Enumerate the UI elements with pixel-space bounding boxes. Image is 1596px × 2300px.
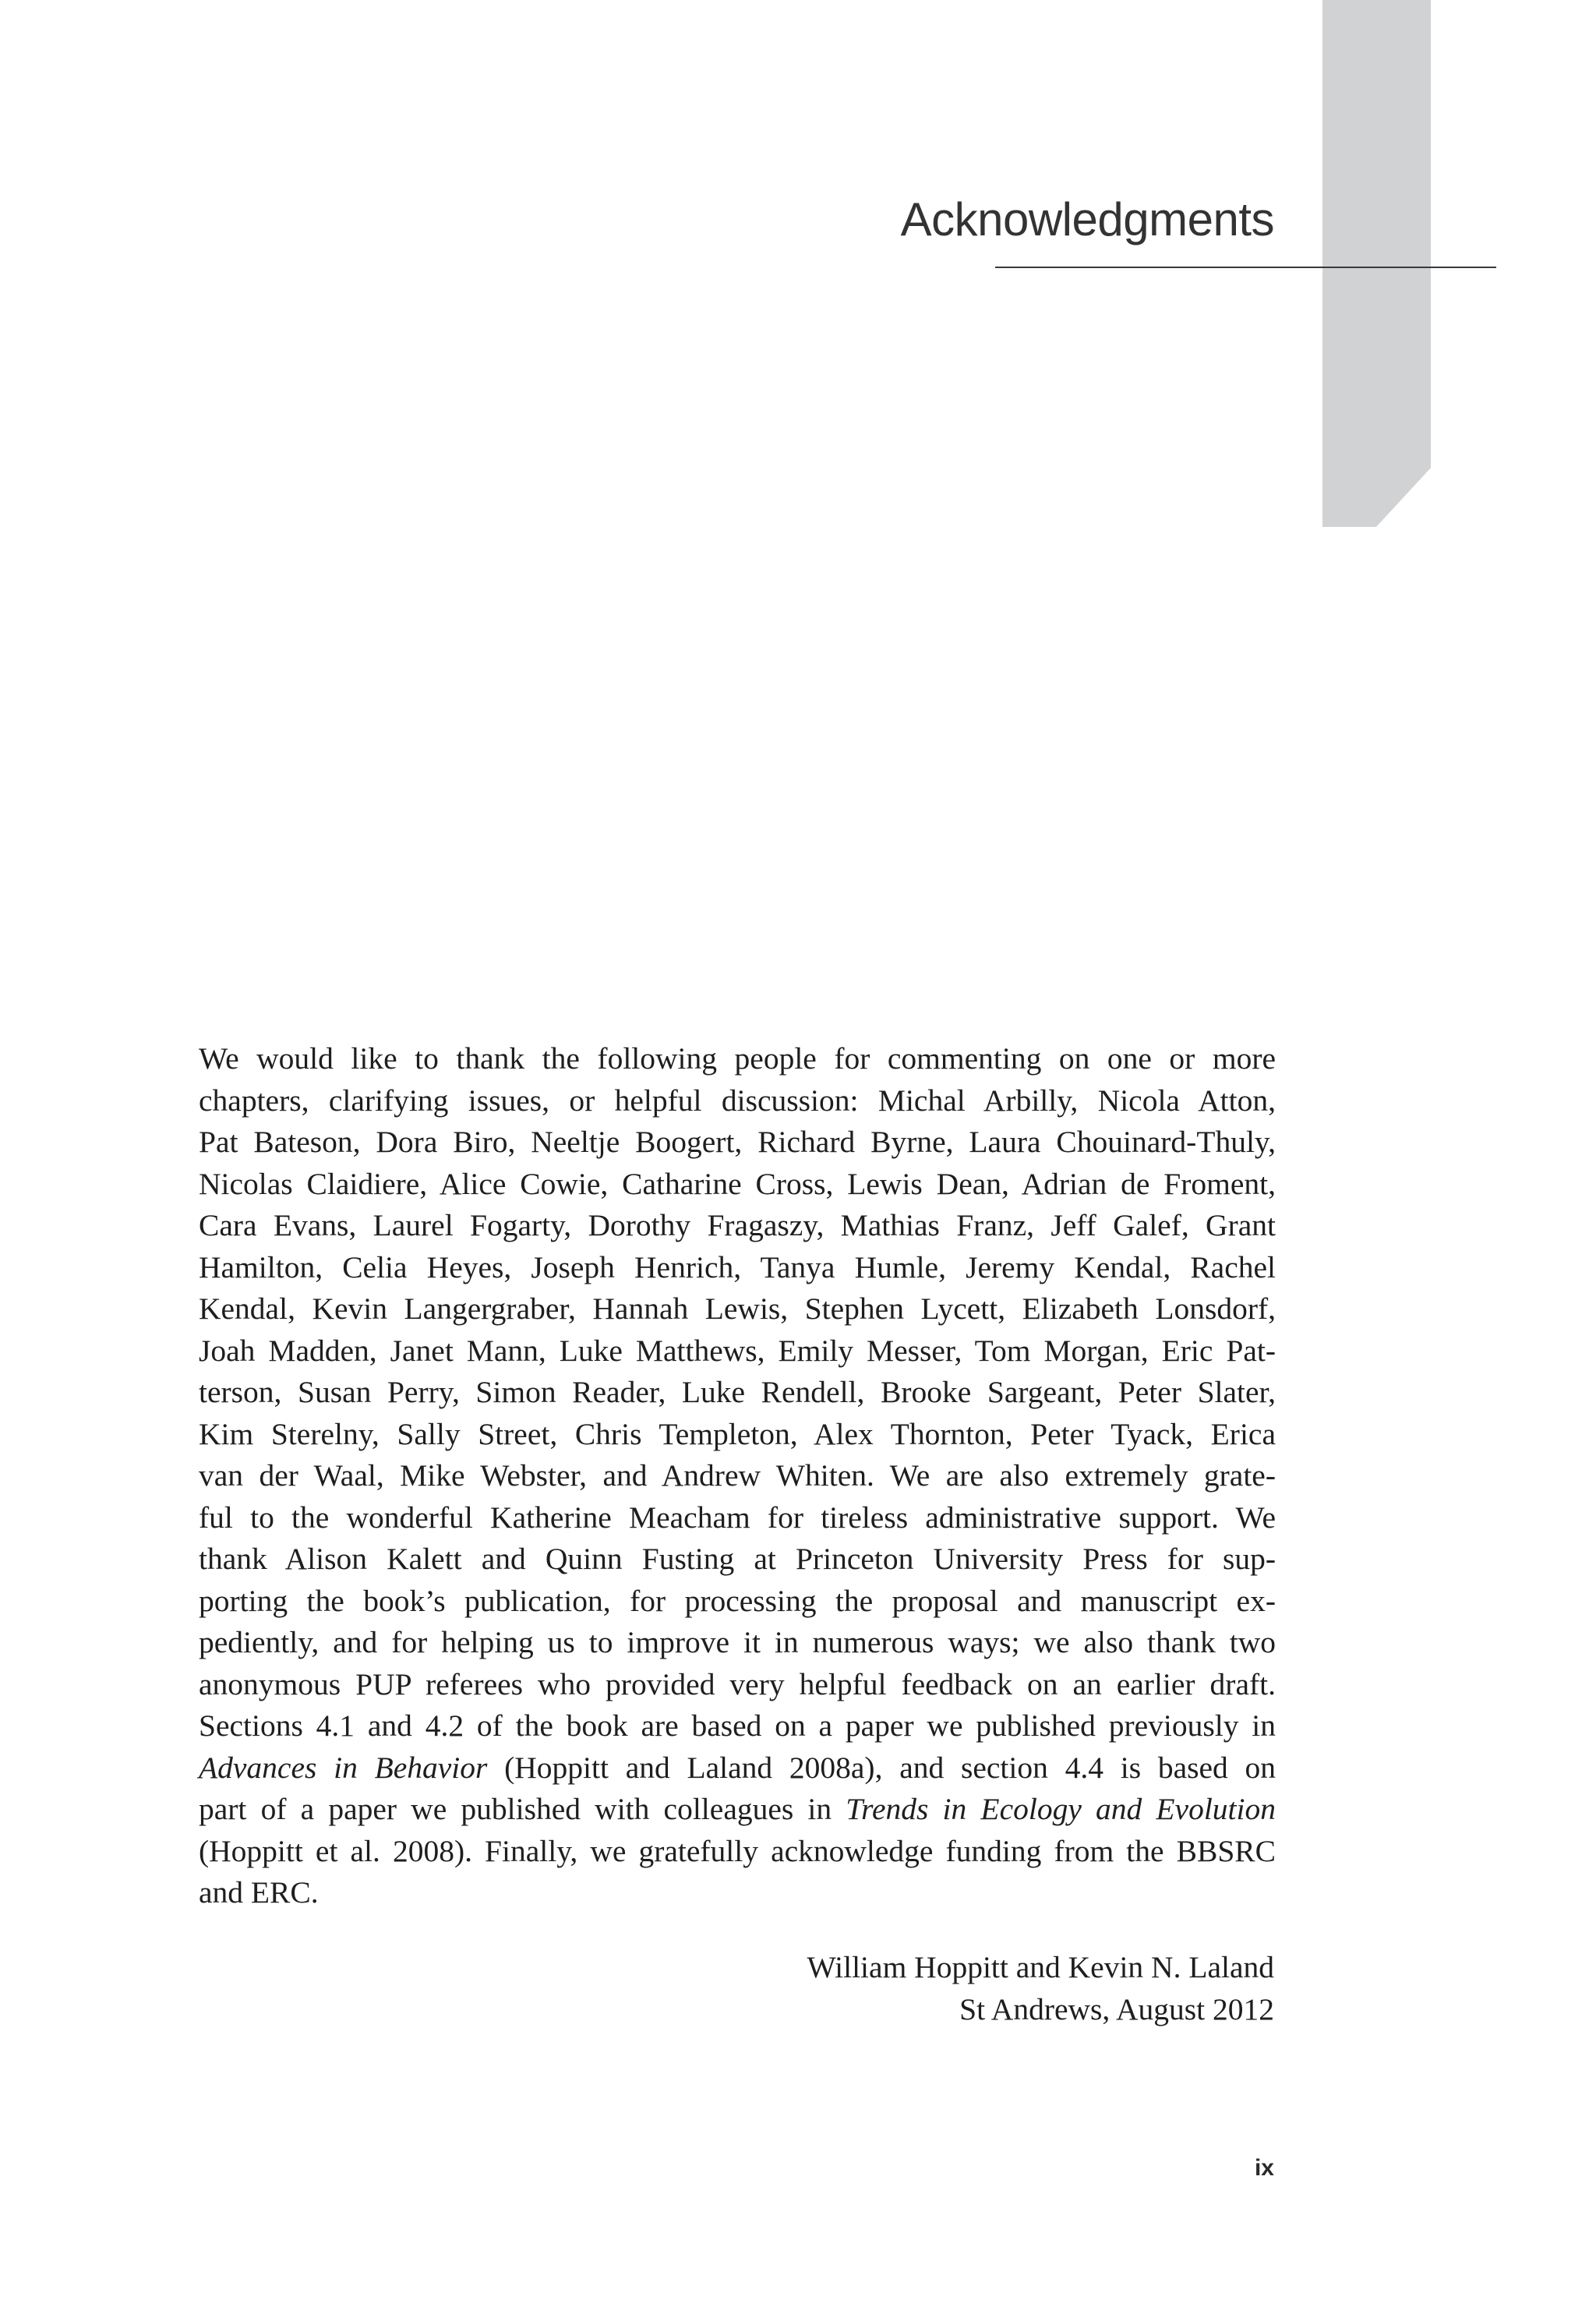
paragraph-line: porting the book’s publication, for processing the proposal and manuscript ex- [199, 1583, 1276, 1618]
paragraph-line: thank Alison Kalett and Quinn Fusting at Princeton University Press for sup- [199, 1542, 1276, 1576]
signature-block [807, 1947, 1274, 2030]
paragraph-line: and ERC. [199, 1875, 319, 1910]
page-number: ix [1254, 2155, 1274, 2181]
journal-title: Advances in Behavior [199, 1750, 488, 1785]
paragraph-line [199, 1789, 1276, 1831]
acknowledgments-paragraph [199, 1038, 1276, 1914]
journal-title: Trends in Ecology and Evolution [846, 1792, 1276, 1826]
paragraph-line: ful to the wonderful Katherine Meacham for tireless administrative support. We [199, 1500, 1276, 1535]
chapter-tab-decoration [1322, 0, 1431, 527]
page-title: Acknowledgments [900, 193, 1274, 246]
paragraph-line: Hamilton, Celia Heyes, Joseph Henrich, Tanya Humle, Jeremy Kendal, Rachel [199, 1249, 1276, 1284]
paragraph-line: (Hoppitt et al. 2008). Finally, we gratefully acknowledge funding from the BBSRC [199, 1833, 1276, 1868]
paragraph-line: Nicolas Claidiere, Alice Cowie, Catharine Cross, Lewis Dean, Adrian de Froment, [199, 1166, 1276, 1201]
paragraph-line: Kendal, Kevin Langergraber, Hannah Lewis, Stephen Lycett, Elizabeth Lonsdorf, [199, 1291, 1276, 1326]
paragraph-line: Cara Evans, Laurel Fogarty, Dorothy Fragaszy, Mathias Franz, Jeff Galef, Grant [199, 1208, 1276, 1242]
paragraph-line: chapters, clarifying issues, or helpful discussion: Michal Arbilly, Nicola Atton, [199, 1083, 1276, 1118]
paragraph-line: terson, Susan Perry, Simon Reader, Luke Rendell, Brooke Sargeant, Peter Slater, [199, 1375, 1276, 1409]
paragraph-line: Joah Madden, Janet Mann, Luke Matthews, Emily Messer, Tom Morgan, Eric Pat- [199, 1333, 1276, 1368]
signature-place-date: St Andrews, August 2012 [959, 1991, 1274, 2026]
signature-authors: William Hoppitt and Kevin N. Laland [807, 1950, 1274, 1984]
paragraph-line: anonymous PUP referees who provided very helpful feedback on an earlier draft. [199, 1666, 1276, 1701]
paragraph-line: van der Waal, Mike Webster, and Andrew Whiten. We are also extremely grate- [199, 1458, 1276, 1493]
paragraph-line: We would like to thank the following people for commenting on one or more [199, 1041, 1276, 1076]
paragraph-line: Sections 4.1 and 4.2 of the book are based on a paper we published previously in [199, 1708, 1276, 1743]
paragraph-line [199, 1747, 1276, 1789]
line-text: part of a paper we published with colleagues in [199, 1792, 846, 1826]
line-text: (Hoppitt and Laland 2008a), and section 4.4 is based on [487, 1750, 1276, 1785]
title-rule [995, 267, 1496, 268]
paragraph-line: Pat Bateson, Dora Biro, Neeltje Boogert, Richard Byrne, Laura Chouinard-Thuly, [199, 1125, 1276, 1159]
paragraph-line: pediently, and for helping us to improve it in numerous ways; we also thank two [199, 1625, 1276, 1659]
paragraph-line: Kim Sterelny, Sally Street, Chris Templeton, Alex Thornton, Peter Tyack, Erica [199, 1416, 1276, 1451]
